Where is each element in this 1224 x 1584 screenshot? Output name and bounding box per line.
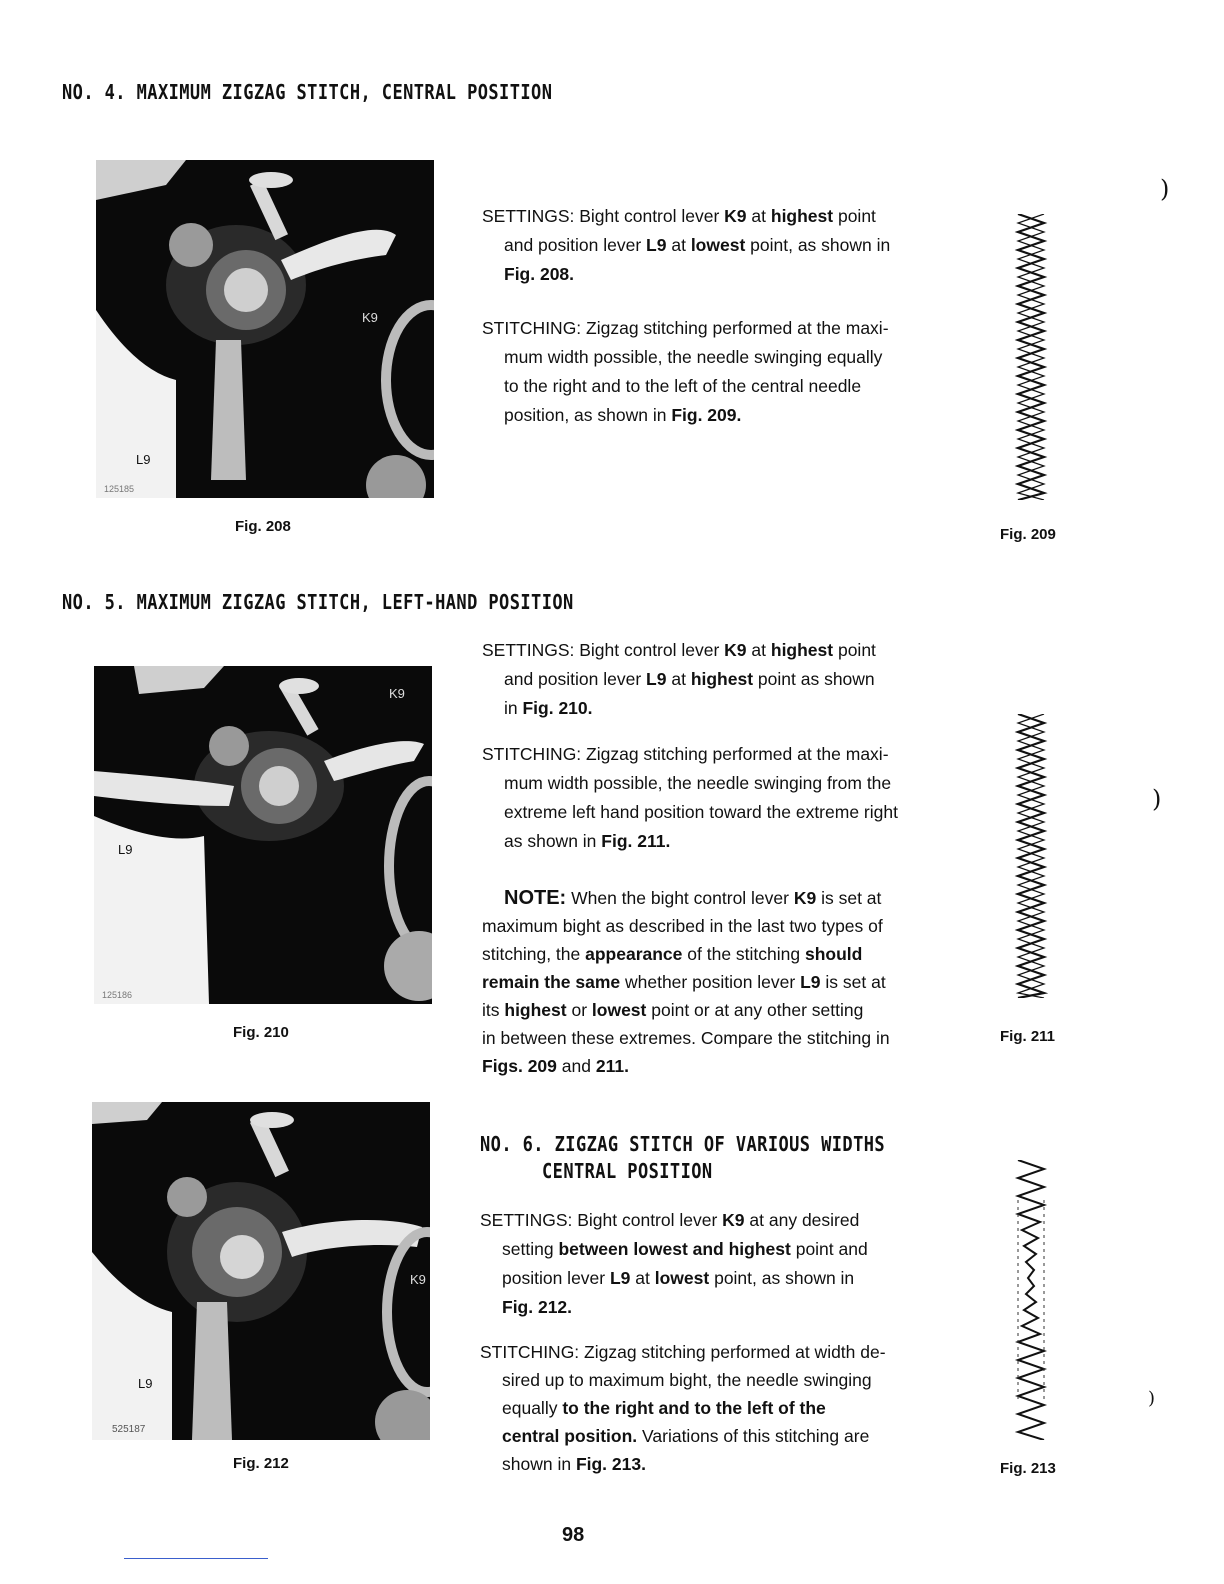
fig-212-photo [92, 1102, 430, 1440]
fig-211-stitch-sample [1014, 714, 1048, 998]
section-5-heading: NO. 5. MAXIMUM ZIGZAG STITCH, LEFT-HAND POSITION [62, 590, 574, 614]
section-5-stitching: STITCHING: Zigzag stitching performed at the maxi- mum width possible, the needle swinging from the extreme left hand position toward the extreme right as shown in Fig. 211. [482, 744, 898, 851]
fig-208-caption: Fig. 208 [235, 518, 291, 535]
fig-210-l9-label: L9 [118, 842, 133, 857]
section-4-settings: SETTINGS: Bight control lever K9 at highest point and position lever L9 at lowest point, as shown in Fig. 208. [482, 206, 891, 284]
fig-212-code: 525187 [112, 1424, 146, 1435]
margin-mark: ) [1160, 175, 1170, 203]
fig-208-k9-label: K9 [362, 310, 378, 325]
page-number: 98 [562, 1524, 585, 1546]
fig-209-stitch-sample [1014, 214, 1048, 500]
section-5-note: NOTE: When the bight control lever K9 is set at maximum bight as described in the last two types of stitching, the appearance of the stitching should remain the same whether position lever L9 is set at its highest or lowest point or at any other setting in between these extremes. Compare the stitching in Figs. 209 and 211. [482, 887, 890, 1076]
fig-211-caption: Fig. 211 [1000, 1028, 1056, 1045]
fig-208-l9-label: L9 [136, 452, 151, 467]
fig-213-stitch-sample [1014, 1160, 1048, 1440]
fig-212-l9-label: L9 [138, 1376, 153, 1391]
fig-208-photo [96, 160, 434, 498]
fig-210-code: 125186 [102, 990, 133, 1000]
fig-212-caption: Fig. 212 [233, 1455, 289, 1472]
section-6-subheading: CENTRAL POSITION [542, 1159, 713, 1183]
section-5-settings: SETTINGS: Bight control lever K9 at highest point and position lever L9 at highest point as shown in Fig. 210. [482, 640, 876, 718]
section-6-settings: SETTINGS: Bight control lever K9 at any desired setting between lowest and highest point and position lever L9 at lowest point, as shown in Fig. 212. [480, 1210, 868, 1317]
fig-210-caption: Fig. 210 [233, 1024, 289, 1041]
footer-rule [124, 1558, 268, 1559]
fig-213-caption: Fig. 213 [1000, 1460, 1056, 1477]
section-4-heading: NO. 4. MAXIMUM ZIGZAG STITCH, CENTRAL POSITION [62, 80, 553, 104]
margin-mark-2: ) [1152, 785, 1162, 813]
section-4-stitching: STITCHING: Zigzag stitching performed at the maxi- mum width possible, the needle swinging equally to the right and to the left of the central needle position, as shown in Fig. 209. [482, 318, 889, 425]
fig-208-code: 125185 [104, 484, 135, 494]
margin-mark-3: ) [1148, 1388, 1156, 1409]
fig-210-photo [94, 666, 432, 1004]
fig-209-caption: Fig. 209 [1000, 526, 1056, 543]
section-6-heading: NO. 6. ZIGZAG STITCH OF VARIOUS WIDTHS [480, 1132, 886, 1156]
fig-212-k9-label: K9 [410, 1272, 426, 1287]
section-6-stitching: STITCHING: Zigzag stitching performed at width de- sired up to maximum bight, the needle swinging equally to the right and to the left of the central position. Variations of this stitching are shown in Fig. 213. [480, 1342, 886, 1474]
fig-210-k9-label: K9 [389, 686, 405, 701]
